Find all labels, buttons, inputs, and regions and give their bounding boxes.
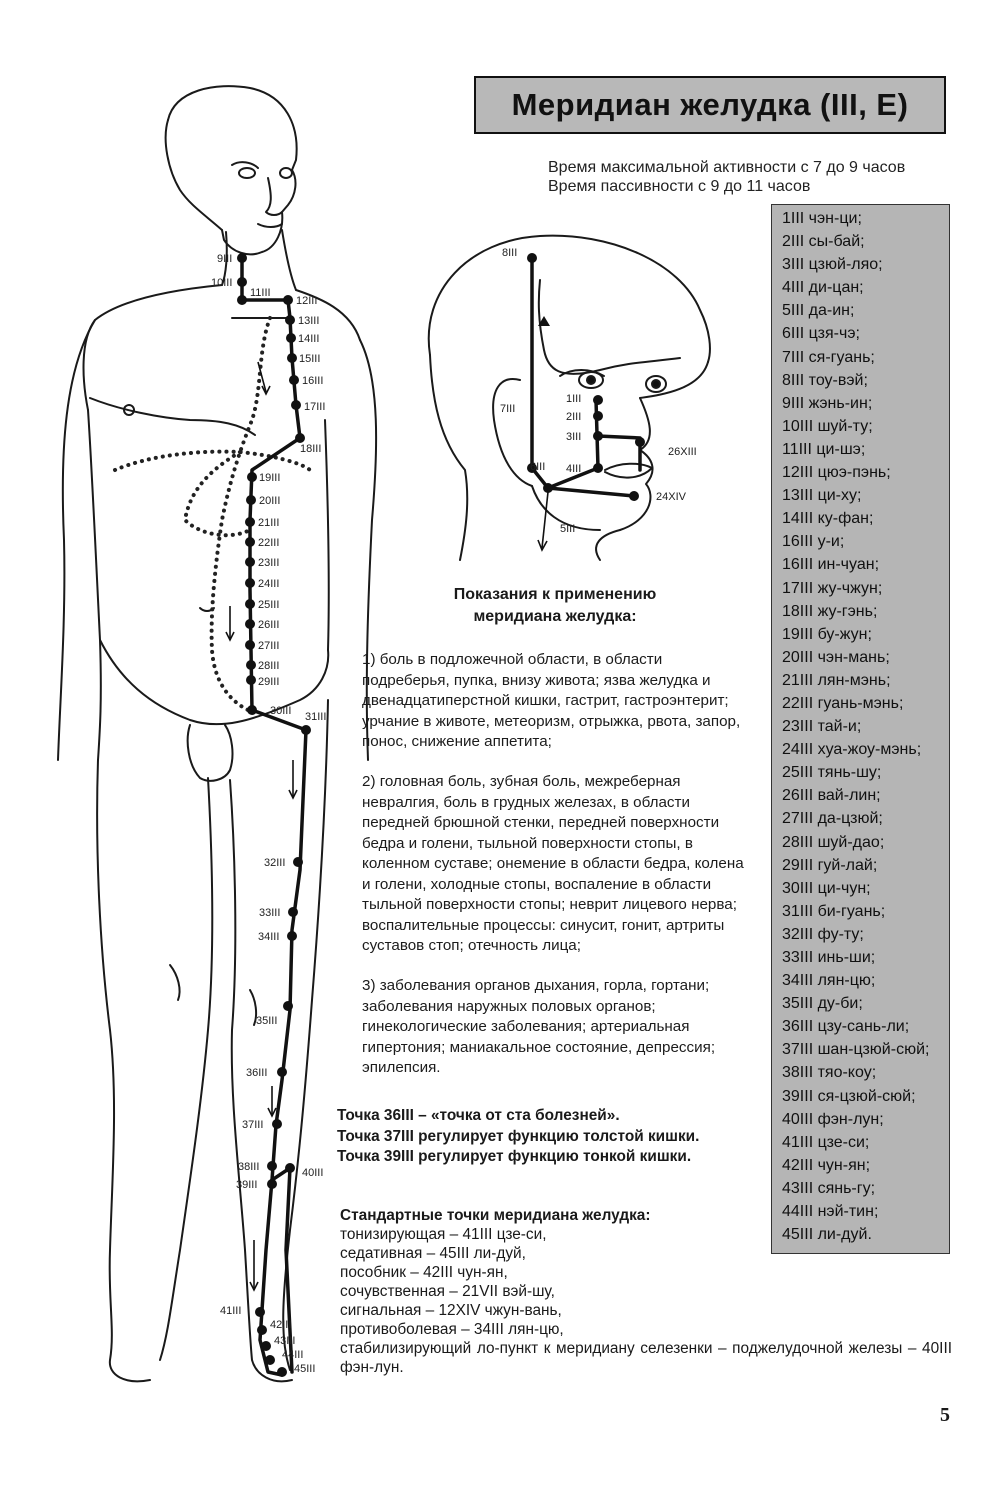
special-points-notes — [337, 1106, 699, 1168]
body-label-26: 26III — [258, 619, 280, 631]
body-label-33: 33III — [259, 907, 281, 919]
head-label-2: 2III — [566, 411, 582, 423]
point-item: 45III ли-дуй. — [782, 1226, 872, 1244]
point-item: 11III ци-шэ; — [782, 440, 866, 458]
body-label-44: 44III — [282, 1349, 304, 1361]
point-item: 32III фу-ту; — [782, 925, 864, 943]
body-label-13: 13III — [298, 315, 320, 327]
body-label-20: 20III — [259, 495, 281, 507]
head-meridian-line — [532, 258, 640, 496]
body-label-17: 17III — [304, 401, 326, 413]
point-item: 22III гуань-мэнь; — [782, 694, 904, 712]
point-item: 1III чэн-ци; — [782, 210, 862, 227]
indications-title-line2: меридиана желудка: — [473, 608, 637, 625]
head-flow-arrow — [542, 492, 548, 548]
point-item: 9III жэнь-ин; — [782, 394, 873, 412]
standard-point-analgesic: противоболевая – 34III лян-цю, — [340, 1321, 564, 1338]
body-label-36: 36III — [246, 1067, 268, 1079]
head-label-5: 5III — [560, 523, 576, 535]
point-item: 20III чэн-мань; — [782, 648, 890, 666]
body-label-23: 23III — [258, 557, 280, 569]
body-label-22: 22III — [258, 537, 280, 549]
point-item: 21III лян-мэнь; — [782, 671, 891, 689]
indications-title-line1: Показания к применению — [453, 586, 657, 603]
body-label-18: 18III — [300, 443, 322, 455]
point-item: 17III жу-чжун; — [782, 579, 883, 597]
point-item: 18III жу-гэнь; — [782, 602, 878, 620]
point-item: 5III да-ин; — [782, 302, 855, 320]
body-label-10: 10III — [211, 277, 233, 289]
body-label-11: 11III — [250, 287, 271, 299]
head-label-6: 6III — [530, 461, 546, 473]
body-label-41: 41III — [220, 1305, 242, 1317]
head-label-4: 4III — [566, 463, 582, 475]
indication-item-1: 1) боль в подложечной области, в области подреберья, пупка, внизу живота; язва желудка и двенадцатиперстной кишки, гастрит, гастроэнтерит; урчание в животе, метеоризм, отрыжка, рвота, запор, понос, снижение аппетита; — [362, 651, 741, 750]
body-label-40: 40III — [302, 1167, 324, 1179]
body-label-32: 32III — [264, 857, 286, 869]
point-item: 36III цзу-сань-ли; — [782, 1018, 910, 1036]
head-label-24xiv: 24XIV — [656, 491, 686, 503]
body-label-24: 24III — [258, 578, 280, 590]
body-label-21: 21III — [258, 517, 280, 529]
body-label-39: 39III — [236, 1179, 258, 1191]
point-item: 23III тай-и; — [782, 718, 862, 736]
standard-points-title: Стандартные точки меридиана желудка: — [340, 1207, 651, 1224]
point-item: 44III нэй-тин; — [782, 1203, 879, 1221]
head-label-3: 3III — [566, 431, 582, 443]
body-label-42: 42III — [270, 1319, 292, 1331]
note-36: Точка 36III – «точка от ста болезней». — [337, 1107, 620, 1124]
indication-item-3: 3) заболевания органов дыхания, горла, гортани; заболевания наружных половых органов; гинекологические заболевания; артериальная гипертония; маниакальное состояние, депрессия; эпилепсия. — [362, 977, 716, 1076]
body-label-9: 9III — [217, 253, 233, 265]
point-item: 6III цзя-чэ; — [782, 325, 860, 343]
point-item: 16III у-и; — [782, 533, 845, 551]
point-item: 13III ци-ху; — [782, 487, 862, 505]
point-item: 31III би-гуань; — [782, 902, 886, 920]
body-label-12: 12III — [296, 295, 318, 307]
body-label-25: 25III — [258, 599, 280, 611]
head-label-8: 8III — [502, 247, 518, 259]
standard-point-tonifying: тонизирующая – 41III цзе-си, — [340, 1226, 547, 1243]
body-label-15: 15III — [299, 353, 321, 365]
body-label-37: 37III — [242, 1119, 264, 1131]
point-item: 27III да-цзюй; — [782, 810, 883, 828]
point-item: 40III фэн-лун; — [782, 1110, 884, 1128]
max-activity-time: Время максимальной активности с 7 до 9 часов — [548, 159, 906, 176]
point-item: 39III ся-цзюй-сюй; — [782, 1087, 916, 1105]
standard-point-signal: сигнальная – 12XIV чжун-вань, — [340, 1302, 562, 1319]
page-number: 5 — [940, 1404, 950, 1426]
standard-point-luo: стабилизирующий ло-пункт к меридиану селезенки – поджелудочной железы – 40III фэн-лун. — [340, 1340, 952, 1376]
head-label-1: 1III — [566, 393, 582, 405]
body-label-27: 27III — [258, 640, 280, 652]
body-label-19: 19III — [259, 472, 281, 484]
point-item: 14III ку-фан; — [782, 510, 874, 528]
point-item: 8III тоу-вэй; — [782, 371, 868, 389]
point-item: 4III ди-цан; — [782, 279, 864, 297]
point-item: 10III шуй-ту; — [782, 417, 873, 435]
point-item: 16III ин-чуан; — [782, 556, 880, 574]
head-label-7: 7III — [500, 403, 516, 415]
point-item: 38III тяо-коу; — [782, 1064, 877, 1082]
body-label-38: 38III — [238, 1161, 260, 1173]
page-title: Меридиан желудка (III, E) — [511, 87, 909, 122]
point-item: 34III лян-цю; — [782, 972, 876, 990]
standard-point-sympathetic: сочувственная – 21VII вэй-шу, — [340, 1283, 555, 1300]
body-label-35: 35III — [256, 1015, 278, 1027]
activity-times — [548, 158, 905, 196]
note-39: Точка 39III регулирует функцию тонкой кишки. — [337, 1148, 692, 1165]
body-label-31: 31III — [305, 711, 327, 723]
body-label-28: 28III — [258, 660, 280, 672]
point-item: 30III ци-чун; — [782, 879, 871, 897]
indication-item-2: 2) головная боль, зубная боль, межреберная невралгия, боль в грудных железах, в области передней брюшной стенки, передней поверхности бедра и голени, тыльной поверхности стопы, в коленном суставе; онемение в области бедра, колена и голени, холодные стопы, воспаление в области тыльной поверхности стопы; неврит лицевого нерва; воспалительные процессы: синусит, гонит, артриты суставов стоп; отечность лица; — [362, 773, 744, 954]
point-item: 19III бу-жун; — [782, 625, 872, 643]
standard-points-list — [340, 1225, 952, 1377]
point-item: 25III тянь-шу; — [782, 764, 882, 782]
point-item: 33III инь-ши; — [782, 949, 876, 966]
point-item: 42III чун-ян; — [782, 1156, 871, 1174]
body-label-30: 30III — [270, 705, 292, 717]
point-item: 3III цзюй-ляо; — [782, 256, 883, 274]
standard-point-sedative: седативная – 45III ли-дуй, — [340, 1245, 526, 1262]
point-item: 2III сы-бай; — [782, 233, 865, 251]
point-item: 12III цюэ-пэнь; — [782, 464, 891, 482]
point-item: 7III ся-гуань; — [782, 348, 875, 366]
body-label-34: 34III — [258, 931, 280, 943]
body-label-45: 45III — [294, 1363, 316, 1375]
point-item: 37III шан-цзюй-сюй; — [782, 1041, 930, 1059]
point-item: 35III ду-би; — [782, 995, 863, 1013]
point-item: 28III шуй-дао; — [782, 833, 885, 851]
point-item: 24III хуа-жоу-мэнь; — [782, 741, 922, 759]
point-item: 41III цзе-си; — [782, 1133, 870, 1151]
indications-title — [400, 584, 710, 628]
note-37: Точка 37III регулирует функцию толстой кишки. — [337, 1127, 700, 1145]
standard-point-helper: пособник – 42III чун-ян, — [340, 1264, 508, 1281]
point-item: 43III сянь-гу; — [782, 1179, 876, 1197]
body-label-43: 43III — [274, 1335, 296, 1347]
passive-time: Время пассивности с 9 до 11 часов — [548, 178, 811, 195]
point-item: 29III гуй-лай; — [782, 856, 878, 874]
body-label-16: 16III — [302, 375, 324, 387]
body-label-29: 29III — [258, 676, 280, 688]
head-label-26xiii: 26XIII — [668, 446, 697, 458]
body-label-14: 14III — [298, 333, 320, 345]
points-table — [771, 204, 950, 1254]
point-item: 26III вай-лин; — [782, 787, 881, 805]
